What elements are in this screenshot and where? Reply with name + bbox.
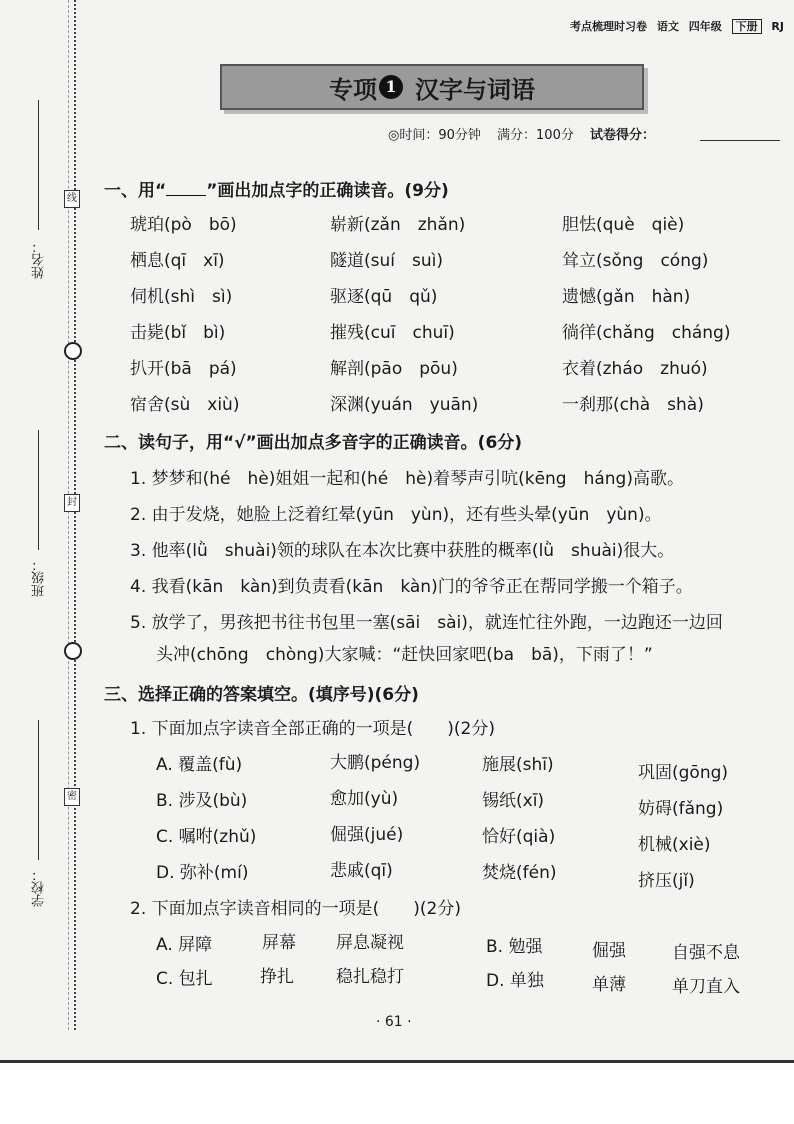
pinyin-item[interactable]: 胆怯(què qiè)	[562, 215, 685, 235]
book-name: 考点梳理时习卷	[570, 20, 648, 33]
section-1-title-part-a: 一、用“	[104, 181, 167, 201]
binding-dashed-line	[68, 0, 69, 1030]
sentence-item[interactable]: 1. 梦梦和(hé hè)姐姐一起和(hé hè)着琴声引吭(kēng háng)高歌。	[130, 469, 684, 489]
option-c[interactable]: C. 包扎	[156, 969, 213, 989]
option-c-word: 恰好(qià)	[482, 827, 556, 847]
school-field-line	[38, 720, 39, 860]
section-2-title: 二、读句子，用“√”画出加点多音字的正确读音。(6分)	[104, 433, 523, 453]
pinyin-item[interactable]: 摧残(cuī chuī)	[330, 323, 455, 343]
option-c-word: 倔强(jué)	[330, 825, 404, 845]
pinyin-item[interactable]: 遗憾(gǎn hàn)	[562, 287, 691, 307]
pinyin-item[interactable]: 击毙(bǐ bì)	[130, 323, 226, 343]
pinyin-item[interactable]: 耸立(sǒng cóng)	[562, 251, 709, 271]
option-a-word: 屏息凝视	[336, 933, 404, 953]
pinyin-item[interactable]: 扒开(bā pá)	[130, 359, 237, 379]
pinyin-item[interactable]: 崭新(zǎn zhǎn)	[330, 215, 466, 235]
section-3-title: 三、选择正确的答案填空。(填序号)(6分)	[104, 685, 419, 705]
score-input-line[interactable]	[700, 140, 780, 141]
pinyin-item[interactable]: 解剖(pāo pōu)	[330, 359, 458, 379]
name-field-line	[38, 100, 39, 230]
exam-meta	[388, 124, 655, 143]
sentence-item[interactable]: 5. 放学了，男孩把书往书包里一塞(sāi sài)，就连忙往外跑，一边跑还一边回	[130, 613, 723, 633]
seal-mark-line: 线	[64, 190, 80, 208]
option-b-word: 愈加(yù)	[330, 789, 399, 809]
sentence-item-continued[interactable]: 头冲(chōng chòng)大家喊：“赶快回家吧(ba bā)，下雨了！”	[156, 645, 653, 665]
seal-mark-seal: 封	[64, 494, 80, 512]
book-header	[564, 18, 784, 34]
sentence-item[interactable]: 4. 我看(kān kàn)到负责看(kān kàn)门的爷爷正在帮同学搬一个箱子。	[130, 577, 693, 597]
option-d-word: 挤压(jǐ)	[638, 871, 695, 891]
section-1-title	[104, 176, 449, 201]
pinyin-item[interactable]: 驱逐(qū qǔ)	[330, 287, 438, 307]
edition: RJ	[771, 20, 784, 33]
pinyin-item[interactable]: 隧道(suí suì)	[330, 251, 443, 271]
option-a-word: 巩固(gōng)	[638, 763, 729, 783]
sentence-item[interactable]: 3. 他率(lǜ shuài)领的球队在本次比赛中获胜的概率(lǜ shuài)很大。	[130, 541, 675, 561]
question-1: 1. 下面加点字读音全部正确的一项是( )(2分)	[130, 719, 495, 739]
option-d[interactable]: D. 单独	[486, 971, 544, 991]
option-c-word: 挣扎	[260, 967, 294, 987]
option-a[interactable]: A. 屏障	[156, 935, 213, 955]
section-1-title-part-b: ”画出加点字的正确读音。(9分)	[206, 181, 449, 201]
option-a-word: 屏幕	[262, 933, 296, 953]
pinyin-item[interactable]: 一刹那(chà shà)	[562, 395, 704, 415]
underline-sample	[166, 195, 206, 196]
score-label: 试卷得分：	[590, 128, 656, 143]
page-title	[220, 64, 644, 110]
pinyin-item[interactable]: 栖息(qī xī)	[130, 251, 225, 271]
question-2: 2. 下面加点字读音相同的一项是( )(2分)	[130, 899, 461, 919]
option-c[interactable]: C. 嘱咐(zhǔ)	[156, 827, 257, 847]
subject: 语文	[656, 20, 679, 33]
pinyin-item[interactable]: 琥珀(pò bō)	[130, 215, 237, 235]
option-d-word: 单薄	[592, 975, 626, 995]
title-number-badge: 1	[379, 75, 403, 99]
option-a-word: 施展(shī)	[482, 755, 554, 775]
school-label: 学校：	[32, 868, 47, 907]
binding-hole-icon	[64, 342, 82, 360]
pinyin-item[interactable]: 宿舍(sù xiù)	[130, 395, 240, 415]
option-b[interactable]: B. 涉及(bù)	[156, 791, 248, 811]
option-d[interactable]: D. 弥补(mí)	[156, 863, 249, 883]
title-prefix: 专项	[329, 74, 377, 104]
binding-hole-icon	[64, 642, 82, 660]
term: 下册	[732, 19, 762, 34]
page-number: · 61 ·	[376, 1014, 412, 1030]
time-limit: ◎时间：90分钟	[388, 128, 481, 143]
class-field-line	[38, 430, 39, 550]
pinyin-item[interactable]: 衣着(zháo zhuó)	[562, 359, 708, 379]
pinyin-item[interactable]: 徜徉(chǎng cháng)	[562, 323, 731, 343]
option-b[interactable]: B. 勉强	[486, 937, 543, 957]
seal-mark-secret: 密	[64, 788, 80, 806]
option-b-word: 锡纸(xī)	[482, 791, 545, 811]
pinyin-item[interactable]: 伺机(shì sì)	[130, 287, 233, 307]
name-label: 姓名：	[32, 240, 47, 279]
option-d-word: 单刀直入	[672, 977, 740, 997]
binding-dotted-line	[74, 0, 76, 1030]
option-d-word: 悲戚(qī)	[330, 861, 393, 881]
class-label: 班级：	[32, 558, 47, 597]
option-a[interactable]: A. 覆盖(fù)	[156, 755, 243, 775]
option-c-word: 机械(xiè)	[638, 835, 711, 855]
grade: 四年级	[688, 20, 722, 33]
option-a-word: 大鹏(péng)	[330, 753, 421, 773]
option-b-word: 倔强	[592, 941, 626, 961]
pinyin-item[interactable]: 深渊(yuán yuān)	[330, 395, 479, 415]
full-score: 满分：100分	[497, 128, 574, 143]
option-d-word: 焚烧(fén)	[482, 863, 557, 883]
option-c-word: 稳扎稳打	[336, 967, 404, 987]
option-b-word: 自强不息	[672, 943, 740, 963]
option-b-word: 妨碍(fǎng)	[638, 799, 724, 819]
title-text: 汉字与词语	[415, 74, 535, 104]
sentence-item[interactable]: 2. 由于发烧，她脸上泛着红晕(yūn yùn)，还有些头晕(yūn yùn)。	[130, 505, 662, 525]
